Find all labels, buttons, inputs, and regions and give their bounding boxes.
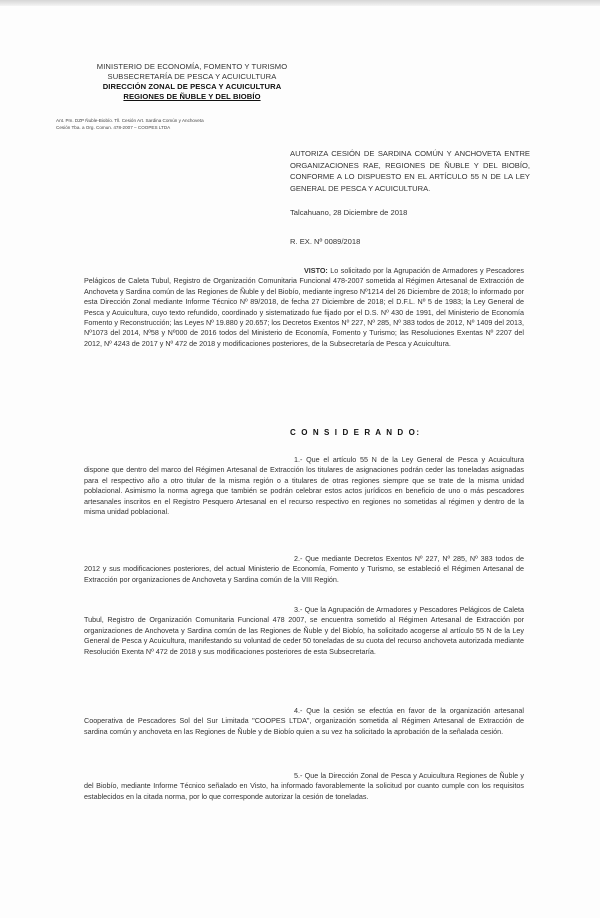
visto-text: Lo solicitado por la Agrupación de Armadores y Pescadores Pelágicos de Caleta Tubul, Registro de Organización Comunitaria Funcional 478-2007 sometida al Régimen Artesanal de Extracción de Anchoveta y Sardina común de las Regiones de Ñuble y del Biobío, mediante ingreso Nº1214 del 26 Diciembre de 2018; lo informado por esta Dirección Zonal mediante Informe Técnico Nº 89/2018, de fecha 27 Diciembre de 2018; el D.F.L. Nº 5 de 1983; la Ley General de Pesca y Acuicultura, cuyo texto refundido, coordinado y sistematizado fue fijado por el D.S. Nº 430 de 1991, del Ministerio de Economía Fomento y Reconstrucción; las Leyes Nº 19.880 y 20.657; los Decretos Exentos Nº 227, Nº 285, Nº 383 todos de 2012, Nº 1409 del 2013, Nº1073 del 2014, Nº58 y Nº000 de 2016 todos del Ministerio de Economía, Fomento y Turismo; las Resoluciones Exentas Nº 2207 del 2012, Nº 4243 de 2017 y Nº 472 de 2018 y modificaciones posteriores, de la Subsecretaría de Pesca y Acuicultura.	[84, 266, 525, 348]
paragraph-4-text: 4.- Que la cesión se efectúa en favor de la organización artesanal Cooperativa de Pescadores Sol del Sur Limitada "COOPES LTDA", organización sometida al Régimen Artesanal de Extracción de sardina común y anchoveta en las Regiones de Ñuble y de Biobío quien a su vez ha solicitado la aprobación de la señalada cesión.	[84, 706, 524, 736]
scan-edge	[0, 0, 600, 6]
paragraph-5-text: 5.- Que la Dirección Zonal de Pesca y Acuicultura Regiones de Ñuble y del Biobío, mediante Informe Técnico señalado en Visto, ha informado favorablemente la solicitud por cuanto cumple con los requisitos establecidos en la citada norma, por lo que corresponde autorizar la cesión de toneladas.	[84, 771, 524, 801]
paragraph-2-text: 2.- Que mediante Decretos Exentos Nº 227, Nº 285, Nº 383 todos de 2012 y sus modificaciones posteriores, del actual Ministerio de Economía, Fomento y Turismo, se estableció el Régimen Artesanal de Extracción por organizaciones de Anchoveta y Sardina común de la VIII Región.	[84, 554, 524, 584]
resolution-date: Talcahuano, 28 Diciembre de 2018	[290, 208, 408, 217]
considerando-paragraph-2	[84, 554, 524, 585]
resolution-subject: AUTORIZA CESIÓN DE SARDINA COMÚN Y ANCHOVETA ENTRE ORGANIZACIONES RAE, REGIONES DE ÑUBLE Y DEL BIOBÍO, CONFORME A LO DISPUESTO EN EL ARTÍCULO 55 N DE LA LEY GENERAL DE PESCA Y ACUICULTURA.	[290, 149, 530, 193]
considerando-heading: C O N S I D E R A N D O:	[290, 428, 421, 437]
visto-paragraph	[84, 266, 524, 349]
considerando-paragraph-3	[84, 605, 524, 657]
reference-line-1: Ant. Pm. DZP Ñuble-Biobío. Tll. Cesión Art. Sardina Común y Anchoveta	[56, 118, 204, 123]
paragraph-3-text: 3.- Que la Agrupación de Armadores y Pescadores Pelágicos de Caleta Tubul, Registro de Organización Comunitaria Funcional 478 2007, se encuentra sometido al Régimen Artesanal de Extracción por organizaciones de Anchoveta y Sardina común de las Regiones de Ñuble y del Biobío, ha solicitado acogerse al artículo 55 N de la Ley General de Pesca y Acuicultura, manifestando su voluntad de ceder 50 toneladas de su cuota del recurso anchoveta autorizada mediante Resolución Exenta Nº 472 de 2018 y sus modificaciones posteriores de esta Subsecretaría.	[84, 605, 524, 656]
paragraph-1-text: 1.- Que el artículo 55 N de la Ley General de Pesca y Acuicultura dispone que dentro del marco del Régimen Artesanal de Extracción los titulares de asignaciones podrán ceder las toneladas asignadas para el respectivo año a otro titular de la misma región o a titulares de otras regiones siempre que se trate de la misma unidad poblacional. Asimismo la norma agrega que también se podrán celebrar estos actos jurídicos en beneficio de uno o más pescadores artesanales inscritos en el Registro Pesquero Artesanal en el recurso respectivo en regiones no sometidas al régimen y dentro de la misma unidad poblacional.	[84, 455, 524, 517]
subsecretaria-line: SUBSECRETARÍA DE PESCA Y ACUICULTURA	[107, 72, 277, 81]
visto-label: VISTO:	[304, 266, 328, 275]
considerando-paragraph-5	[84, 771, 524, 802]
considerando-paragraph-1	[84, 455, 524, 517]
direccion-zonal-line: DIRECCIÓN ZONAL DE PESCA Y ACUICULTURA	[102, 82, 282, 91]
considerando-paragraph-4	[84, 706, 524, 737]
ministry-line: MINISTERIO DE ECONOMÍA, FOMENTO Y TURISMO	[96, 62, 288, 71]
letterhead	[72, 62, 312, 102]
resolution-number: R. EX. Nº 0089/2018	[290, 237, 361, 246]
regiones-line: REGIONES DE ÑUBLE Y DEL BIOBÍO	[123, 92, 261, 101]
reference-line-2: Cesión Tba. a Org. Comun. 478-2007 – COOPES LTDA	[56, 125, 171, 130]
reference-block	[56, 117, 296, 131]
